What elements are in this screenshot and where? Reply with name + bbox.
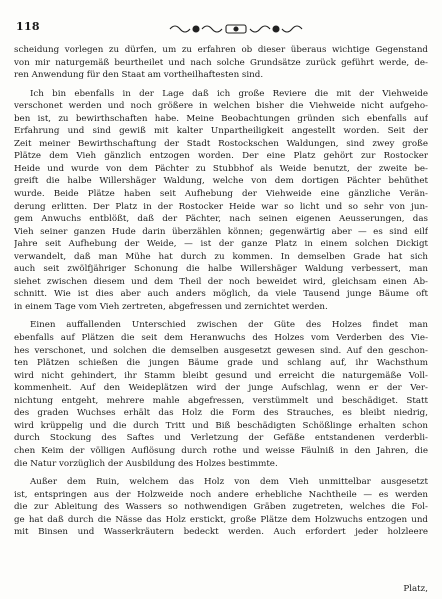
text-line: chen Keim der völligen Auflösung durch rothe und weisse Fäulniß in den Jahren, die xyxy=(14,445,428,456)
text-line: hes verschonet, und solchen die demselben ausgesetzt gewesen sind. Auf den geschon- xyxy=(14,345,428,356)
text-line: die Natur vorzüglich der Ausbildung des Holzes bestimmte. xyxy=(14,458,278,469)
text-line: ist, entspringen aus der Holzweide noch andere erhebliche Nachtheile — es werden xyxy=(14,489,428,500)
text-line: schnitt. Wie ist dies aber auch anders möglich, da viele Tausend junge Bäume oft xyxy=(14,289,428,300)
text-line: wurde. Beide Plätze haben seit Aufhebung der Viehweide eine gänzliche Verän- xyxy=(14,189,428,200)
text-line: kommenheit. Auf den Weideplätzen wird der junge Aufschlag, wenn er der Ver- xyxy=(14,383,428,394)
page-header xyxy=(12,20,432,38)
text-line: ge hat daß durch die Nässe das Holz erstickt, große Plätze dem Holzwuchs entzogen und xyxy=(14,514,428,525)
text-line: Ich bin ebenfalls in der Lage daß ich große Reviere die mit der Viehweide xyxy=(30,88,428,99)
text-line: Vieh seiner ganzen Hude darin überzählen können; gegenwärtig aber — es sind eilf xyxy=(14,226,428,237)
text-line: gem Anwuchs entblößt, daß der Pächter, nach seinen eigenen Aeusserungen, das xyxy=(14,214,428,225)
ornament-band xyxy=(166,23,306,35)
text-line: in einem Tage vom Vieh zertreten, abgefressen und zernichtet werden. xyxy=(14,301,328,312)
text-line: Heide und wurde von dem Pächter zu Stubbhof als Weide benutzt, der zweite be- xyxy=(14,163,428,174)
text-line: von mir naturgemäß beurtheilet und nach solche Grundsätze zurück geführt werde, de- xyxy=(14,57,428,68)
body-text xyxy=(14,44,428,539)
text-line: ebenfalls auf Plätzen die seit dem Heranwuchs des Holzes vom Verderben des Vie- xyxy=(14,333,428,344)
page-number: 118 xyxy=(16,20,40,33)
text-line: scheidung vorlegen zu dürfen, um zu erfahren ob dieser überaus wichtige Gegenstand xyxy=(14,45,428,55)
catchword: Platz, xyxy=(403,584,428,594)
text-line: durch Stockung des Saftes und Verletzung der Gefäße entstandenen verderbli- xyxy=(14,433,428,444)
text-line: des graden Wuchses erhält das Holz die Form des Strauches, es bleibt niedrig, xyxy=(14,408,428,419)
text-line: die zur Ableitung des Wassers so nothwendigen Gräben zugetreten, welches die Fol- xyxy=(14,502,428,513)
text-line: Zeit meiner Bewirthschaftung der Stadt Rostockschen Waldungen, sind zwey große xyxy=(14,138,428,149)
text-line: mit Binsen und Wasserkräutern bedeckt werden. Auch erfordert jeder holzleere xyxy=(14,527,428,538)
text-line: Erfahrung und sind gewiß mit kalter Unpartheiligkeit angestellt worden. Seit der xyxy=(14,126,428,137)
text-line: verschonet werden und noch größere in welchen bisher die Viehweide nicht aufgeho- xyxy=(14,101,428,112)
text-line: wird nicht gehindert, ihr Stamm bleibt gesund und erreicht die naturgemäße Voll- xyxy=(14,370,428,381)
text-line: Außer dem Ruin, welchem das Holz von dem Vieh unmittelbar ausgesetzt xyxy=(30,477,428,488)
text-line: wird krüppelig und die durch Tritt und Biß beschädigten Schößlinge erhalten schon xyxy=(14,420,428,431)
text-line: Jahre seit Aufhebung der Weide, — ist der ganze Platz in einem solchen Dickigt xyxy=(14,239,428,250)
text-line: siehet zwischen diesem und dem Theil der noch beweidet wird, gleichsam einen Ab- xyxy=(14,276,428,287)
text-line: ren Anwendung für den Staat am vortheilhaftesten sind. xyxy=(14,70,264,81)
text-line: verwandelt, daß man Mühe hat durch zu kommen. In demselben Grade hat sich xyxy=(14,251,428,262)
text-line: ben ist, zu bewirthschaften habe. Meine Beobachtungen gründen sich ebenfalls auf xyxy=(14,113,428,124)
text-line: Plätze dem Vieh gänzlich entzogen worden. Der eine Platz gehört zur Rostocker xyxy=(14,151,428,162)
text-line: greift die halbe Willershäger Waldung, welche von dem dortigen Pächter behüthet xyxy=(14,176,428,187)
text-line: derung erlitten. Der Platz in der Rostocker Heide war so licht und so sehr von jun- xyxy=(14,201,428,212)
text-line: ten Plätzen schießen die jungen Bäume grade und schlang auf, ihr Wachsthum xyxy=(14,358,428,369)
text-line: nichtung entgeht, mehrere mahle abgefressen, verstümmelt und beschädiget. Statt xyxy=(14,395,428,406)
text-line: Einen auffallenden Unterschied zwischen der Güte des Holzes findet man xyxy=(30,320,428,331)
text-line: auch seit zwölfjähriger Schonung die halbe Willershäger Waldung verbessert, man xyxy=(14,264,428,275)
